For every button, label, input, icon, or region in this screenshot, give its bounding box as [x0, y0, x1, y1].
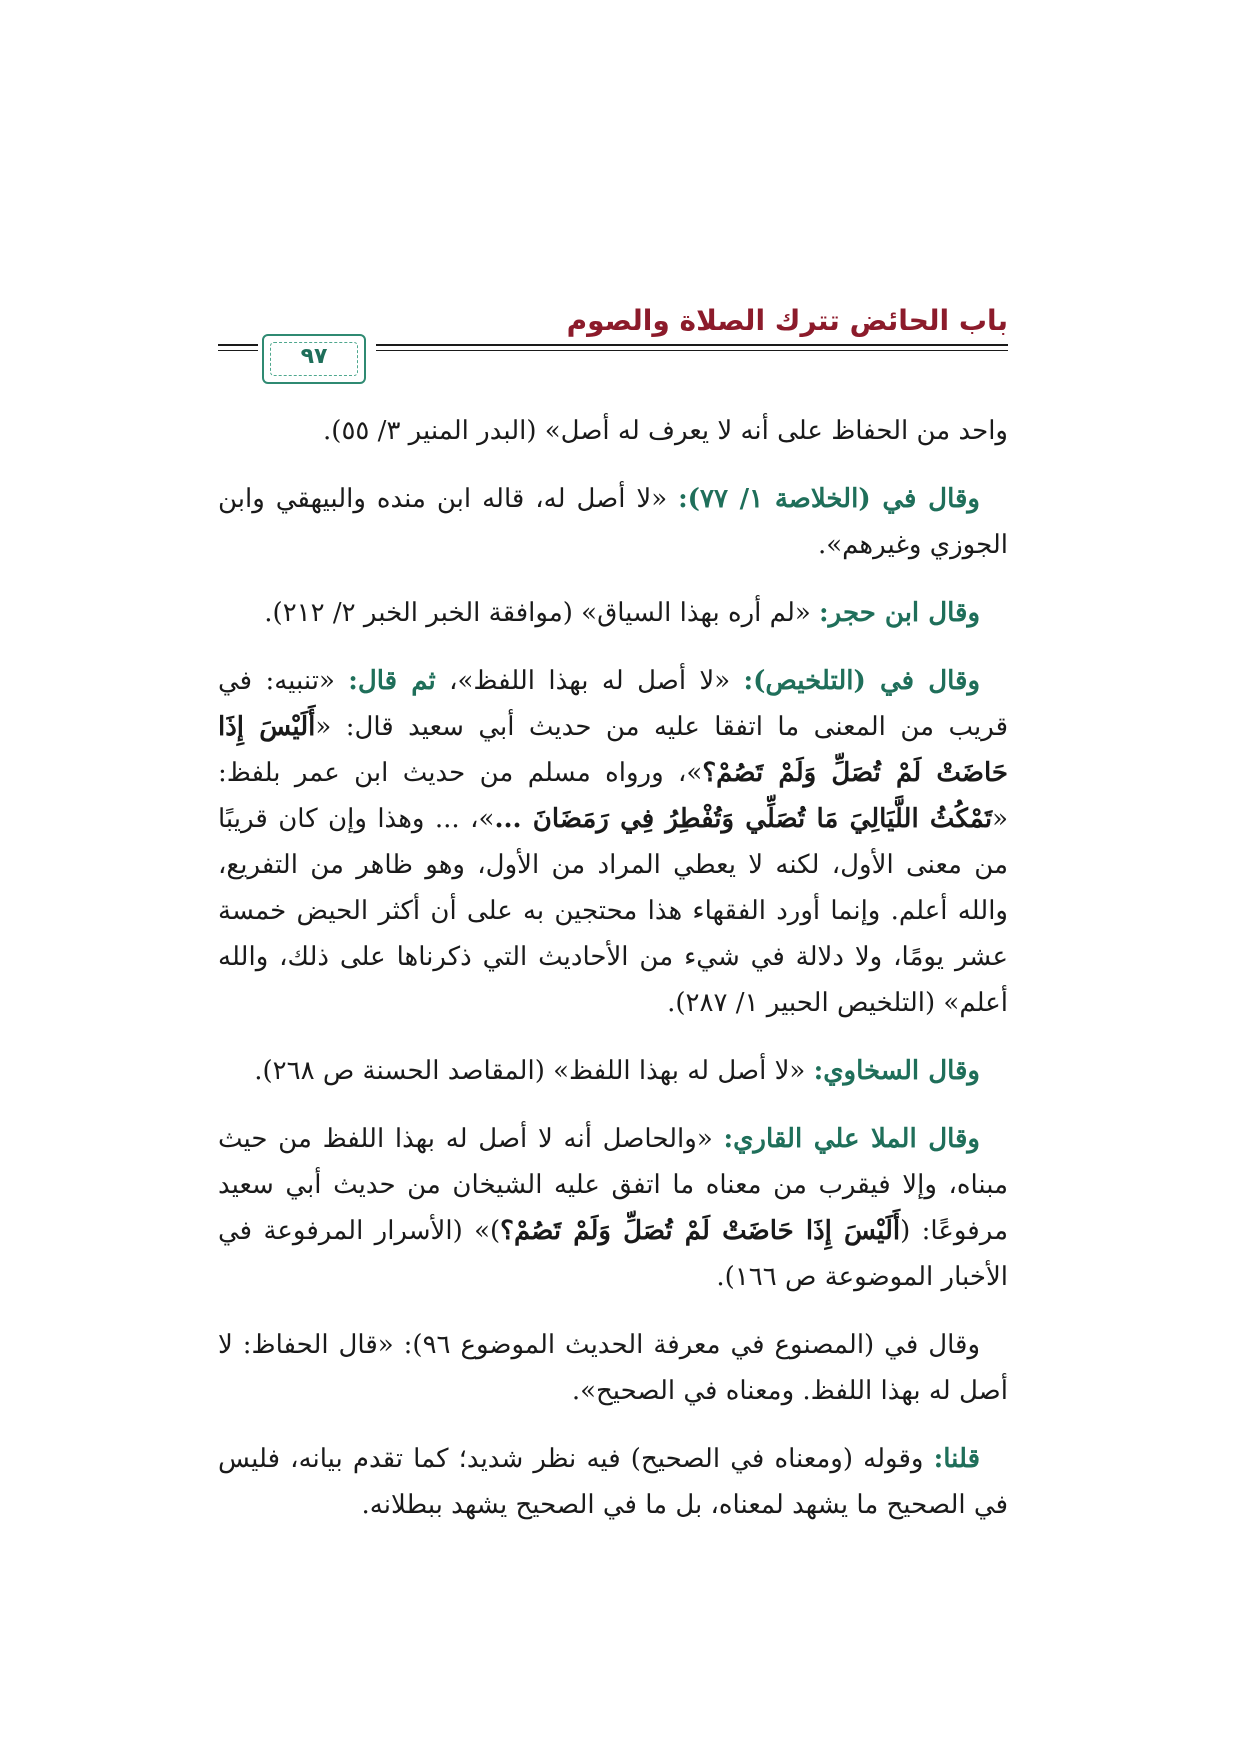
citation-lead: قلنا: — [933, 1444, 980, 1474]
paragraph — [218, 1116, 1008, 1300]
paragraph-text: »، ... وهذا وإن كان قريبًا من معنى الأول، لكنه لا يعطي المراد من الأول، وهو ظاهر من التفريع، والله أعلم. وإنما أورد الفقهاء هذا محتجين به على أن أكثر الحيض خمسة عشر يومًا، ولا دلالة في شيء من الأحاديث التي ذكرناها على ذلك، والله أعلم» (التلخيص الحبير ١/ ٢٨٧). — [218, 804, 1008, 1018]
paragraph-text: «لا أصل له بهذا اللفظ»، — [435, 666, 744, 696]
hadith-text: أَلَيْسَ إِذَا حَاضَتْ لَمْ تُصَلِّ وَلَمْ تَصُمْ؟ — [500, 1216, 901, 1246]
paragraph-text: «لا أصل له بهذا اللفظ» (المقاصد الحسنة ص ٢٦٨). — [254, 1056, 814, 1086]
header-rule-left-top — [218, 344, 258, 346]
page-number: ٩٧ — [300, 344, 328, 369]
header-rule-left-bottom — [218, 350, 258, 351]
citation-lead: ثم قال: — [348, 666, 436, 696]
paragraph-text: »، ورواه مسلم من حديث ابن عمر بلفظ: « — [218, 758, 1008, 834]
hadith-text: تَمْكُثُ اللَّيَالِيَ مَا تُصَلِّي وَتُفْطِرُ فِي رَمَضَانَ ... — [494, 804, 993, 834]
citation-lead: وقال ابن حجر: — [819, 598, 980, 628]
paragraph-text: )» (الأسرار المرفوعة في الأخبار الموضوعة ص ١٦٦). — [218, 1216, 1008, 1292]
paragraph-text: «لا أصل له، قاله ابن منده والبيهقي وابن الجوزي وغيرهم». — [218, 484, 1008, 560]
paragraph-text: «تنبيه: في قريب من المعنى ما اتفقا عليه من حديث أبي سعيد قال: « — [218, 666, 1008, 742]
citation-lead: وقال الملا علي القاري: — [723, 1124, 980, 1154]
paragraph — [218, 408, 1008, 454]
paragraph — [218, 476, 1008, 568]
paragraph-text: وقال في (المصنوع في معرفة الحديث الموضوع ٩٦): «قال الحفاظ: لا أصل له بهذا اللفظ. ومعناه في الصحيح». — [218, 1330, 1008, 1406]
paragraph-text: وقوله (ومعناه في الصحيح) فيه نظر شديد؛ كما تقدم بيانه، فليس في الصحيح ما يشهد لمعناه، بل ما في الصحيح يشهد ببطلانه. — [218, 1444, 1008, 1520]
page-header — [218, 300, 1008, 390]
citation-lead: وقال السخاوي: — [813, 1056, 980, 1086]
chapter-title: باب الحائض تترك الصلاة والصوم — [566, 304, 1008, 337]
paragraph-text: واحد من الحفاظ على أنه لا يعرف له أصل» (البدر المنير ٣/ ٥٥). — [323, 416, 1008, 446]
header-rule-bottom — [376, 350, 1008, 351]
hadith-text: أَلَيْسَ إِذَا حَاضَتْ لَمْ تُصَلِّ وَلَمْ تَصُمْ؟ — [218, 712, 1008, 788]
paragraph — [218, 1322, 1008, 1414]
paragraph — [218, 590, 1008, 636]
paragraph — [218, 1436, 1008, 1528]
header-rule-top — [376, 344, 1008, 346]
paragraph — [218, 658, 1008, 1026]
paragraph-text: «لم أره بهذا السياق» (موافقة الخبر الخبر ٢/ ٢١٢). — [264, 598, 820, 628]
page-body — [218, 408, 1008, 1550]
page-number-badge — [262, 334, 366, 384]
paragraph — [218, 1048, 1008, 1094]
citation-lead: وقال في (التلخيص): — [743, 666, 981, 696]
paragraph-text: «والحاصل أنه لا أصل له بهذا اللفظ من حيث مبناه، وإلا فيقرب من معناه ما اتفق عليه الشيخان من حديث أبي سعيد مرفوعًا: ( — [218, 1124, 1008, 1246]
citation-lead: وقال في (الخلاصة ١/ ٧٧): — [678, 484, 980, 514]
